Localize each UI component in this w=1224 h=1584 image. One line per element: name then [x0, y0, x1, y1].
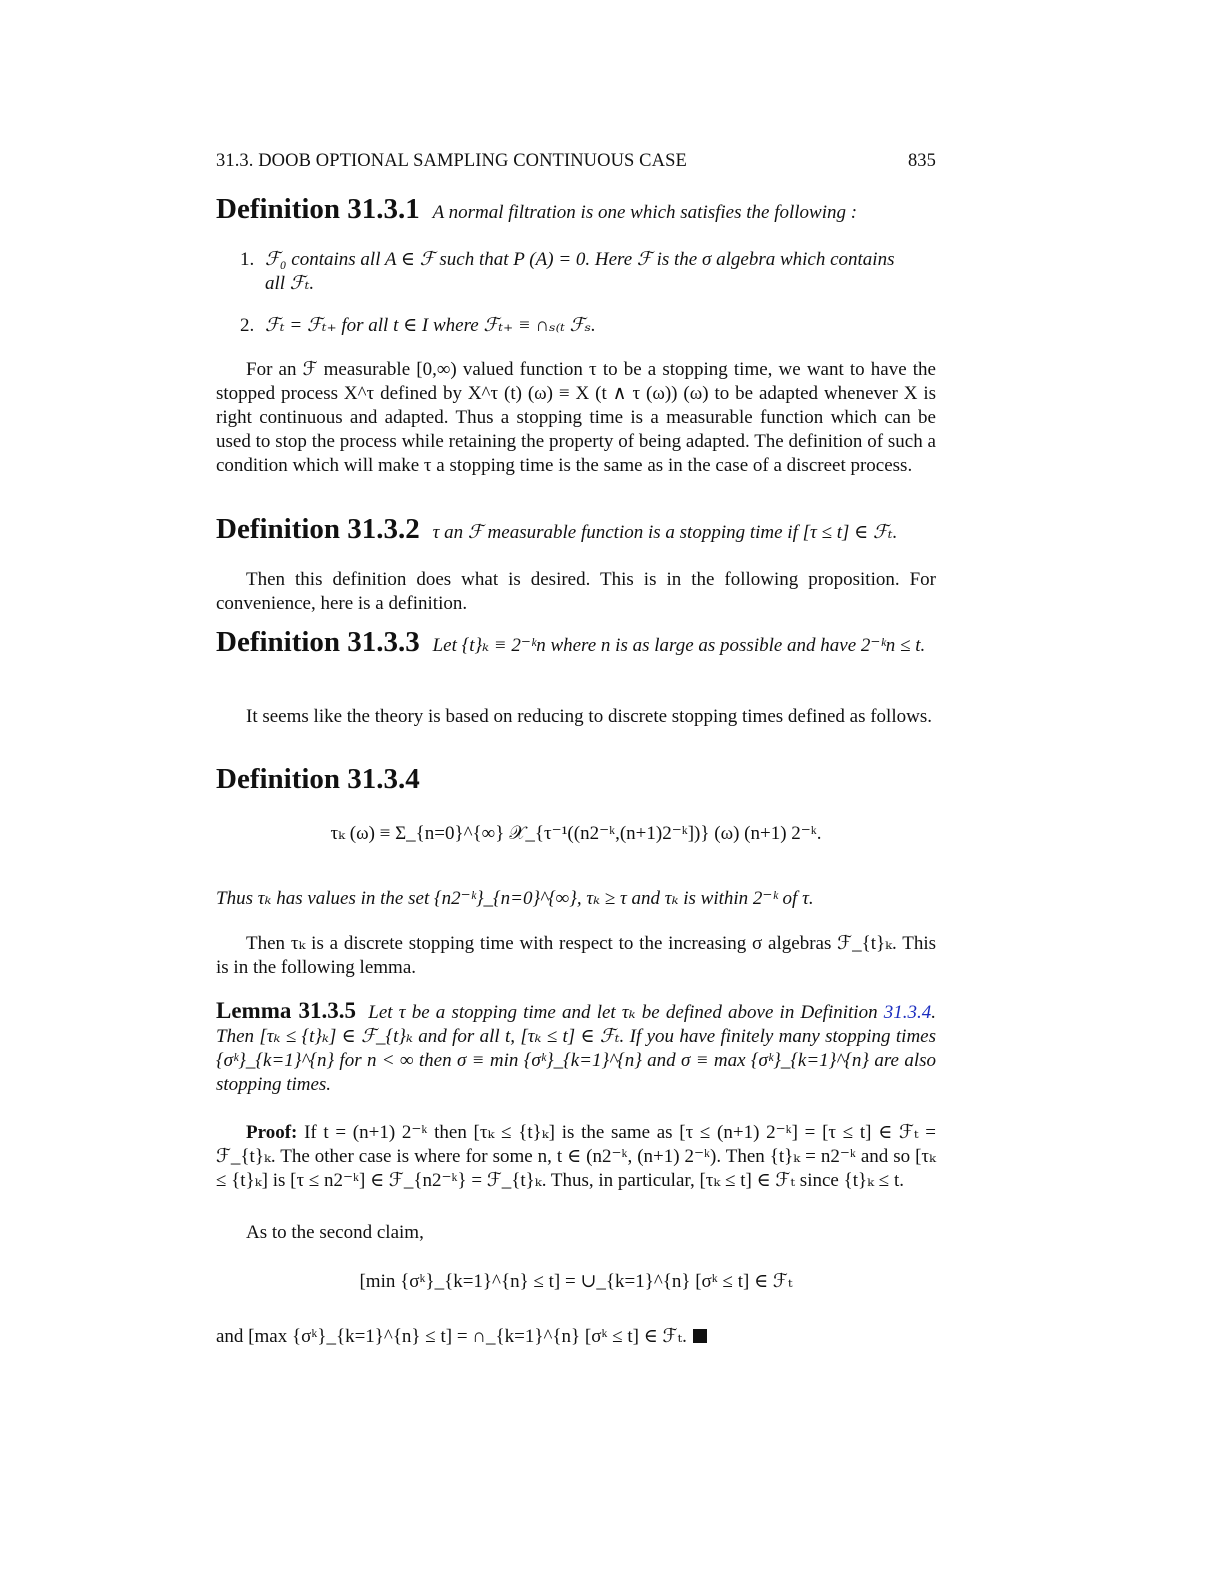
- proof-second-claim: As to the second claim,: [246, 1222, 424, 1243]
- definition-heading: Definition 31.3.3: [216, 626, 420, 658]
- definition-heading: Definition 31.3.1: [216, 193, 420, 225]
- proof-text: If t = (n+1) 2⁻ᵏ then [τₖ ≤ {t}ₖ] is the same as [τ ≤ (n+1) 2⁻ᵏ] = [τ ≤ t] ∈ ℱₜ = ℱ_{t}ₖ. The other case is where for some n, t ∈ (n2⁻ᵏ, (n+1) 2⁻ᵏ). Then {t}ₖ = n2⁻ᵏ and so [τₖ ≤ {t}ₖ] is [τ ≤ n2⁻ᵏ] ∈ ℱ_{n2⁻ᵏ} = ℱ_{t}ₖ. Thus, in particular, [τₖ ≤ t] ∈ ℱₜ since {t}ₖ ≤ t.: [216, 1122, 936, 1191]
- definition-link[interactable]: 31.3.4: [883, 1002, 932, 1023]
- definition-heading: Definition 31.3.2: [216, 513, 420, 545]
- definition-31-3-3: [216, 626, 936, 658]
- definition-item-1: 1. ℱ₀ contains all A ∈ ℱ such that P (A) = 0. Here ℱ is the σ algebra which contains all ℱₜ.: [240, 248, 936, 296]
- lemma-text-start: Let τ be a stopping time and let τₖ be defined above in Definition: [368, 1002, 878, 1023]
- proof-final-text: and [max {σᵏ}_{k=1}^{n} ≤ t] = ∩_{k=1}^{n} [σᵏ ≤ t] ∈ ℱₜ.: [216, 1326, 687, 1347]
- lemma-text-end: . Then [τₖ ≤ {t}ₖ] ∈ ℱ_{t}ₖ and for all t, [τₖ ≤ t] ∈ ℱₜ. If you have finitely many stopping times {σᵏ}_{k=1}^{n} for n < ∞ then σ ≡ min {σᵏ}_{k=1}^{n} and σ ≡ max {σᵏ}_{k=1}^{n} are also stopping times.: [216, 1002, 937, 1095]
- definition-31-3-1: [216, 193, 936, 225]
- section-title: 31.3. DOOB OPTIONAL SAMPLING CONTINUOUS CASE: [216, 151, 687, 171]
- proof: [216, 1121, 936, 1193]
- definition-statement: A normal filtration is one which satisfies the following :: [432, 202, 858, 223]
- definition-item-2: 2. ℱₜ = ℱₜ₊ for all t ∈ I where ℱₜ₊ ≡ ∩ₛ₍ₜ ℱₛ.: [240, 315, 596, 336]
- paragraph-lemma-intro: Then τₖ is a discrete stopping time with respect to the increasing σ algebras ℱ_{t}ₖ. This is in the following lemma.: [216, 933, 936, 978]
- item-2-text: ℱₜ = ℱₜ₊ for all t ∈ I where ℱₜ₊ ≡ ∩ₛ₍ₜ ℱₛ.: [265, 315, 596, 336]
- definition-statement: Let {t}ₖ ≡ 2⁻ᵏn where n is as large as possible and have 2⁻ᵏn ≤ t.: [432, 635, 926, 656]
- definition-consequence: Thus τₖ has values in the set {n2⁻ᵏ}_{n=0}^{∞}, τₖ ≥ τ and τₖ is within 2⁻ᵏ of τ.: [216, 888, 814, 909]
- item-1-text: ℱ₀ contains all A ∈ ℱ such that P (A) = 0. Here ℱ is the σ algebra which contains: [265, 249, 895, 270]
- lemma-heading: Lemma 31.3.5: [216, 998, 357, 1023]
- running-header: [216, 149, 936, 173]
- equation-min: [min {σᵏ}_{k=1}^{n} ≤ t] = ∪_{k=1}^{n} [σᵏ ≤ t] ∈ ℱₜ: [359, 1271, 793, 1292]
- definition-statement: τ an ℱ measurable function is a stopping time if [τ ≤ t] ∈ ℱₜ.: [432, 522, 898, 543]
- paragraph-discrete: It seems like the theory is based on reducing to discrete stopping times defined as follows.: [246, 706, 932, 727]
- equation-tau-k: τₖ (ω) ≡ Σ_{n=0}^{∞} 𝒳_{τ⁻¹((n2⁻ᵏ,(n+1)2⁻ᵏ])} (ω) (n+1) 2⁻ᵏ.: [330, 823, 822, 844]
- item-1-continuation: all ℱₜ.: [265, 273, 315, 294]
- proof-label: Proof:: [246, 1122, 298, 1143]
- paragraph-stopping-time: For an ℱ measurable [0,∞) valued function τ to be a stopping time, we want to have the stopped process X^τ defined by X^τ (t) (ω) ≡ X (t ∧ τ (ω)) (ω) to be adapted whenever X is right continuous and adapted. Thus a stopping time is a measurable function which can be used to stop the process while retaining the property of being adapted. The definition of such a condition which will make τ a stopping time is the same as in the case of a discreet process.: [216, 359, 936, 476]
- page-number: 835: [907, 151, 936, 171]
- definition-31-3-4: [216, 763, 936, 795]
- paragraph-convenience: Then this definition does what is desired. This is in the following proposition. For convenience, here is a definition.: [216, 569, 936, 614]
- lemma-31-3-5: [216, 999, 936, 1097]
- proof-final: [216, 1325, 936, 1349]
- definition-heading: Definition 31.3.4: [216, 763, 420, 795]
- definition-31-3-2: [216, 513, 936, 545]
- qed-square-icon: [693, 1329, 707, 1343]
